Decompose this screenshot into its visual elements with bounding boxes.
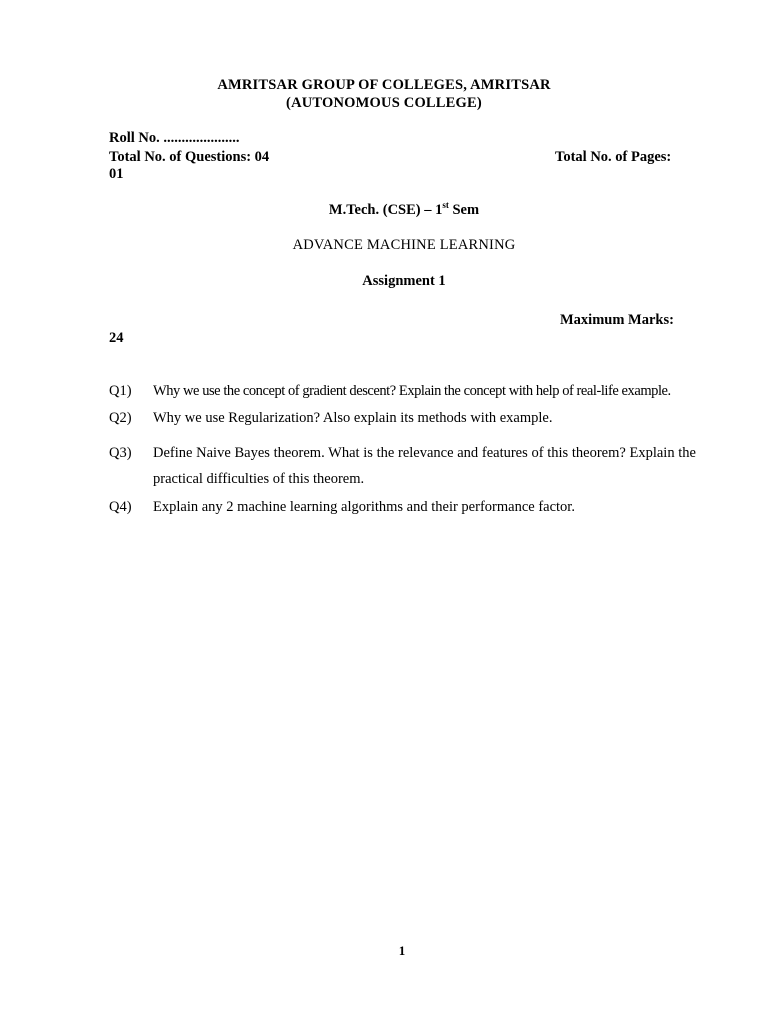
max-marks-value: 24 <box>109 330 124 346</box>
total-pages-value: 01 <box>109 166 124 182</box>
roll-number: Roll No. ..................... <box>109 130 240 146</box>
total-questions: Total No. of Questions: 04 <box>109 149 270 165</box>
question-text: Why we use the concept of gradient descent? Explain the concept with help of real-life example. <box>153 383 671 399</box>
question-number: Q2) <box>109 410 132 426</box>
program-suffix: Sem <box>448 202 480 218</box>
program-prefix: M.Tech. (CSE) – 1 <box>328 202 443 218</box>
page-number: 1 <box>398 943 406 958</box>
question-number: Q1) <box>109 383 132 399</box>
institution-status: (AUTONOMOUS COLLEGE) <box>286 95 482 111</box>
institution-title: AMRITSAR GROUP OF COLLEGES, AMRITSAR <box>217 77 551 93</box>
assignment-title: Assignment 1 <box>362 273 446 289</box>
question-text: Why we use Regularization? Also explain its methods with example. <box>153 410 553 426</box>
total-pages-label: Total No. of Pages: <box>555 149 672 165</box>
program-superscript: st <box>442 200 449 211</box>
program-line <box>0 202 768 219</box>
question-text: Define Naive Bayes theorem. What is the relevance and features of this theorem? Explain the practical difficulties of this theorem. <box>153 445 696 487</box>
question-text: Explain any 2 machine learning algorithms and their performance factor. <box>153 499 575 515</box>
question-number: Q3) <box>109 445 132 461</box>
question-number: Q4) <box>109 499 132 515</box>
subject-title: ADVANCE MACHINE LEARNING <box>292 237 516 253</box>
max-marks-label: Maximum Marks: <box>560 312 674 328</box>
